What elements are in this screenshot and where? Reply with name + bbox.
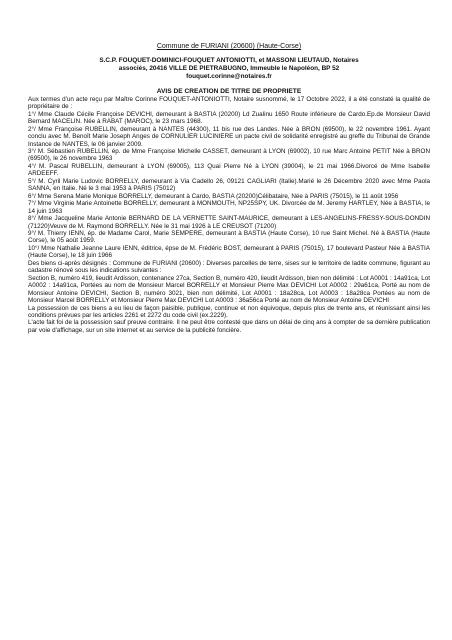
contestation-paragraph: L'acte fait foi de la possession sauf preuve contraire. Il ne peut être contesté que dans un délai de cinq ans à compter de sa dernière publication par voie d'affichage, sur un site internet et au service de la publicité foncière. [28, 319, 430, 334]
notice-body [28, 96, 430, 335]
owner-paragraph: 2°/ Mme Françoise RUBELLIN, demeurant à NANTES (44300), 11 bis rue des Landes. Née à BRON (69500), le 22 novembre 1961. Ayant conclu avec M. Benoît Marie Joseph Anges de CORNULIER LUCINIERE un pacte civil de solidarité enregistré au greffe du Tribunal de Grande Instance de NANTES, le 06 janvier 2009. [28, 125, 430, 148]
owner-paragraph: 10°/ Mme Nathalie Jeanne Laure IENN, éditrice, épse de M. Frédéric BOST, demeurant à PARIS (75015), 17 boulevard Pasteur Née à BASTIA (Haute Corse), le 18 juin 1966 [28, 244, 430, 260]
owner-paragraph: 4°/ M. Pascal RUBELLIN, demeurant à LYON (69005), 113 Quai Pierre Né à LYON (39004), le 21 mai 1966.Divorcé de Mme Isabelle ARDEEFF. [28, 162, 430, 178]
owner-paragraph: 1°/ Mme Claude Cécile Françoise DEVICHI, demeurant à BASTIA (20200) Ld Zualinu 1650 Route inférieure de Cardo.Ep.de Monsieur David Bernard MACELIN. Née à RABAT (MAROC), le 23 mars 1968. [28, 110, 430, 126]
notary-header [28, 57, 430, 82]
notary-address-line: associés, 20416 VILLE DE PIETRABUGNO, Immeuble le Napoléon, BP 52 [118, 65, 340, 73]
owner-paragraph: 3°/ M. Sébastien RUBELLIN, ép. de Mme Françoise Michelle CASSET, demeurant à LYON (69002), 10 rue Marc Antoine PETIT Née à BRON (69500), le 26 novembre 1963 [28, 147, 430, 163]
owner-paragraph: 6°/ Mme Serena Marie Monique BORRELLY, demeurant à Cardo, BASTIA (20200)Célibataire, Née à PARIS (75015), le 11 août 1956 [28, 192, 399, 200]
notary-email-line: fouquet.corinne@notaires.fr [186, 73, 272, 81]
possession-paragraph: La possession de ces biens a eu lieu de façon paisible, publique, continue et non équivoque, depuis plus de trente ans, et réunissant ainsi les conditions prévues par les articles 2261 et 2272 du code civil (ex.2229). [28, 304, 430, 319]
property-designation-paragraph: Des biens ci-après désignés : Commune de FURIANI (20600) : Diverses parcelles de terre, sises sur le territoire de ladite commune, figurant au cadastre rénové sous les indications suivantes : [28, 259, 430, 275]
intro-paragraph: Aux termes d'un acte reçu par Maître Corinne FOUQUET-ANTONIOTTI, Notaire susnommé, le 17 Octobre 2022, il a été constaté la qualité de propriétaire de : [28, 95, 430, 111]
owner-paragraph: 8°/ Mme Jacqueline Marie Antonie BERNARD DE LA VERNETTE SAINT-MAURICE, demeurant à LES-ANGELINS-FRESSY-SOUS-DONDIN (71220)Veuve de M. Raymond BORRELLY. Née le 31 mai 1926 à LE CREUSOT (71200) [28, 215, 430, 230]
commune-title: Commune de FURIANI (20600) (Haute-Corse) [156, 43, 302, 50]
owner-paragraph: 5°/ M. Cyril Marie Ludovic BORRELLY, demeurant à Via Cadello 26, 09121 CAGLIARI (Italie).Marié le 26 Décembre 2020 avec Mme Paola SANNA, en Italie. Né le 3 mai 1953 à PARIS (75012) [28, 177, 430, 193]
owner-paragraph: 7°/ Mme Virginie Marie Antoinette BORRELLY, demeurant à MONMOUTH, NP25SPY, UK. Divorcée de M. Jeremy HARTLEY, Née à BASTIA, le 14 juin 1963 [28, 200, 430, 215]
notice-heading: AVIS DE CREATION DE TITRE DE PROPRIETE [156, 87, 302, 95]
owner-paragraph: 9°/ M. Thierry IENN, ép. de Madame Carol, Marie SEMPERE, demeurant à BASTIA (Haute Corse), 10 rue Saint Michel. Né à BASTIA (Haute Corse), le 05 août 1959. [28, 229, 430, 245]
notary-name-line: S.C.P. FOUQUET-DOMINICI-FOUQUET ANTONIOTTI, et MASSONI LIEUTAUD, Notaires [99, 57, 359, 64]
cadastre-paragraph: Section B, numéro 419, lieudit Ardisson, contenance 27ca, Section B, numéro 420, lieudit Ardisson, bien non délimité : Lot A0001 : 14a91ca, Lot A0002 : 14a91ca, Portées au nom de Monsieur Marcel BORRELLY et Monsieur Pierre Max DEVICHI Lot A0002 : 29a61ca, Porté au nom de Monsieur Antoine DEVICHI, Section B, numéro 3021, bien non délimité, Lot A0001 : 18a28ca, Lot A0003 : 18a28ca Portées au nom de Monsieur Marcel BORRELLY et Monsieur Pierre Max DEVICHI Lot A0003 : 36a56ca Porté au nom de Monsieur Antoine DEVICHI [28, 274, 430, 305]
